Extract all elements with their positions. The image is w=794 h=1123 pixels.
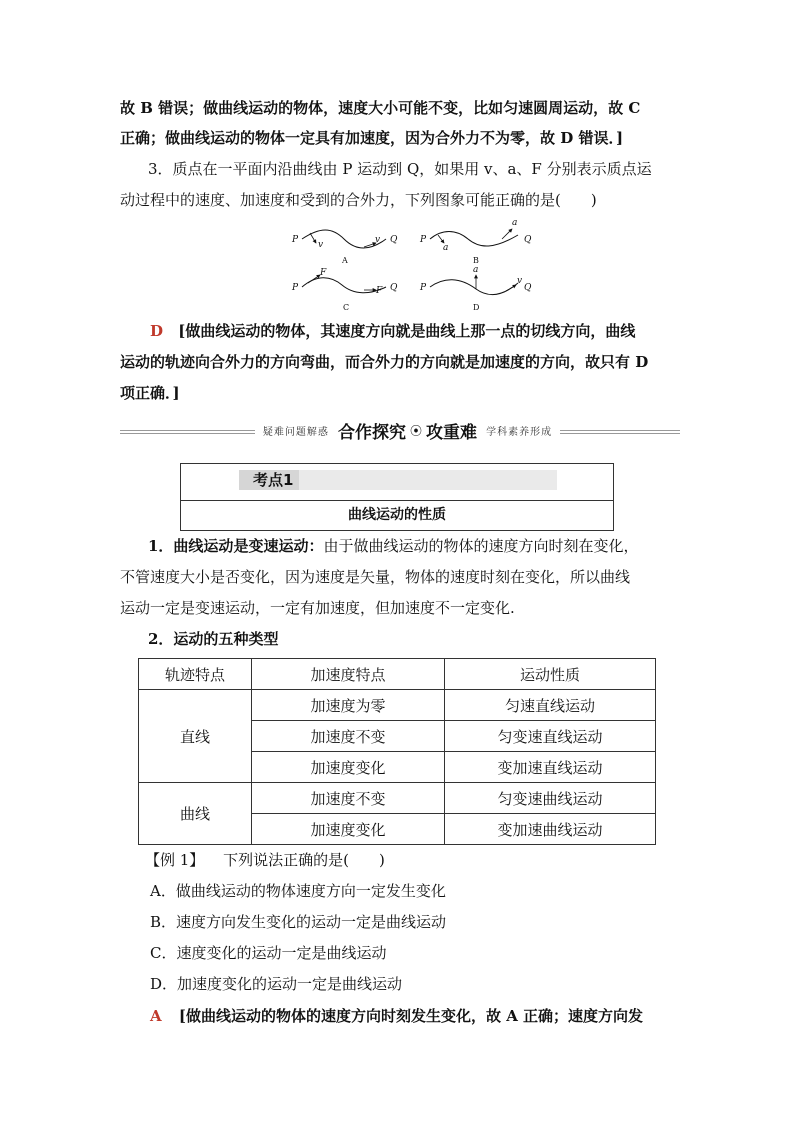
label-q: Q bbox=[390, 235, 398, 245]
label-v: v bbox=[375, 235, 381, 245]
motion-types-table bbox=[138, 658, 656, 845]
acceleration-arrow bbox=[438, 235, 444, 243]
table-cell: 匀变速直线运动 bbox=[445, 721, 656, 752]
table-cell: 加速度变化 bbox=[252, 814, 445, 845]
option-d: D．加速度变化的运动一定是曲线运动 bbox=[150, 975, 403, 993]
velocity-arrow bbox=[310, 233, 316, 243]
answer-3-line bbox=[150, 320, 635, 342]
table-cell: 加速度不变 bbox=[252, 721, 445, 752]
table-header-cell: 轨迹特点 bbox=[139, 659, 252, 690]
example-1-answer bbox=[150, 1005, 643, 1027]
table-cell: 加速度不变 bbox=[252, 783, 445, 814]
option-label: A bbox=[342, 256, 348, 265]
table-header-row bbox=[139, 659, 656, 690]
text-line: 正确；做曲线运动的物体一定具有加速度，因为合外力不为零，故 D 错误．] bbox=[120, 129, 624, 147]
question-3-line: 动过程中的速度、加速度和受到的合外力，下列图象可能正确的是( ) bbox=[120, 191, 597, 209]
answer-3-line: 项正确．] bbox=[120, 384, 180, 402]
option-label: B bbox=[473, 256, 479, 265]
kaodian-tab: 考点1 bbox=[239, 470, 557, 490]
answer-explanation: [做曲线运动的物体，其速度方向就是曲线上那一点的切线方向，曲线 bbox=[178, 322, 636, 340]
section-banner bbox=[120, 418, 680, 444]
label-p: P bbox=[292, 283, 299, 293]
banner-title: 疑难问题解惑 合作探究 ⦿ 攻重难 学科素养形成 bbox=[255, 418, 560, 444]
answer-letter: A bbox=[150, 1007, 162, 1025]
acceleration-arrow bbox=[502, 229, 512, 239]
trajectory-curve bbox=[302, 278, 386, 293]
trajectory-curve bbox=[302, 230, 386, 248]
table-cell: 变加速曲线运动 bbox=[445, 814, 656, 845]
table-cell-trajectory: 直线 bbox=[139, 690, 252, 783]
point-1-line: 运动一定是变速运动，一定有加速度，但加速度不一定变化. bbox=[120, 599, 515, 617]
label-a: a bbox=[443, 243, 449, 253]
option-a: A．做曲线运动的物体速度方向一定发生变化 bbox=[150, 882, 446, 900]
label-q: Q bbox=[524, 283, 532, 293]
example-1-stem: 【例 1】 下列说法正确的是( ) bbox=[145, 851, 385, 869]
motion-diagrams-figure bbox=[280, 213, 542, 315]
option-label: D bbox=[473, 303, 480, 312]
answer-letter: D bbox=[150, 322, 164, 340]
point-2-heading: 2．运动的五种类型 bbox=[148, 630, 279, 648]
table-row bbox=[139, 783, 656, 814]
table-row bbox=[139, 690, 656, 721]
option-c: C．速度变化的运动一定是曲线运动 bbox=[150, 944, 387, 962]
option-b: B．速度方向发生变化的运动一定是曲线运动 bbox=[150, 913, 447, 931]
question-3-line: 3．质点在一平面内沿曲线由 P 运动到 Q，如果用 v、a、F 分别表示质点运 bbox=[148, 160, 652, 178]
trajectory-curve bbox=[430, 280, 518, 295]
label-a: a bbox=[473, 265, 479, 275]
text-line: 故 B 错误；做曲线运动的物体，速度大小可能不变，比如匀速圆周运动，故 C bbox=[120, 99, 641, 117]
label-a: a bbox=[512, 218, 518, 228]
label-f: F bbox=[320, 268, 327, 278]
table-cell: 加速度为零 bbox=[252, 690, 445, 721]
table-cell: 匀变速曲线运动 bbox=[445, 783, 656, 814]
point-1-line: 不管速度大小是否变化，因为速度是矢量，物体的速度时刻在变化，所以曲线 bbox=[120, 568, 631, 586]
table-cell: 加速度变化 bbox=[252, 752, 445, 783]
option-label: C bbox=[343, 303, 350, 312]
arrow-icon: ⦿ bbox=[409, 424, 422, 438]
kaodian-box bbox=[180, 463, 614, 531]
table-cell-trajectory: 曲线 bbox=[139, 783, 252, 845]
label-q: Q bbox=[524, 235, 532, 245]
answer-3-line: 运动的轨迹向合外力的方向弯曲，而合外力的方向就是加速度的方向，故只有 D bbox=[120, 353, 649, 371]
label-p: P bbox=[292, 235, 299, 245]
diagram-a bbox=[291, 230, 398, 265]
label-p: P bbox=[420, 235, 427, 245]
point-1-line: 1．曲线运动是变速运动：由于做曲线运动的物体的速度方向时刻在变化， bbox=[148, 537, 639, 555]
label-f: F bbox=[376, 286, 383, 296]
table-header-cell: 运动性质 bbox=[445, 659, 656, 690]
diagram-c bbox=[291, 268, 398, 312]
table-cell: 匀速直线运动 bbox=[445, 690, 656, 721]
diagram-b bbox=[419, 218, 532, 265]
label-p: P bbox=[420, 283, 427, 293]
kaodian-title: 曲线运动的性质 bbox=[348, 507, 446, 523]
diagram-d bbox=[419, 265, 532, 312]
label-v: v bbox=[517, 276, 523, 286]
label-v: v bbox=[318, 240, 324, 250]
velocity-arrow bbox=[506, 285, 516, 291]
force-arrow bbox=[308, 275, 320, 283]
answer-explanation: [做曲线运动的物体的速度方向时刻发生变化，故 A 正确；速度方向发 bbox=[178, 1007, 644, 1025]
table-cell: 变加速直线运动 bbox=[445, 752, 656, 783]
label-q: Q bbox=[390, 283, 398, 293]
table-header-cell: 加速度特点 bbox=[252, 659, 445, 690]
